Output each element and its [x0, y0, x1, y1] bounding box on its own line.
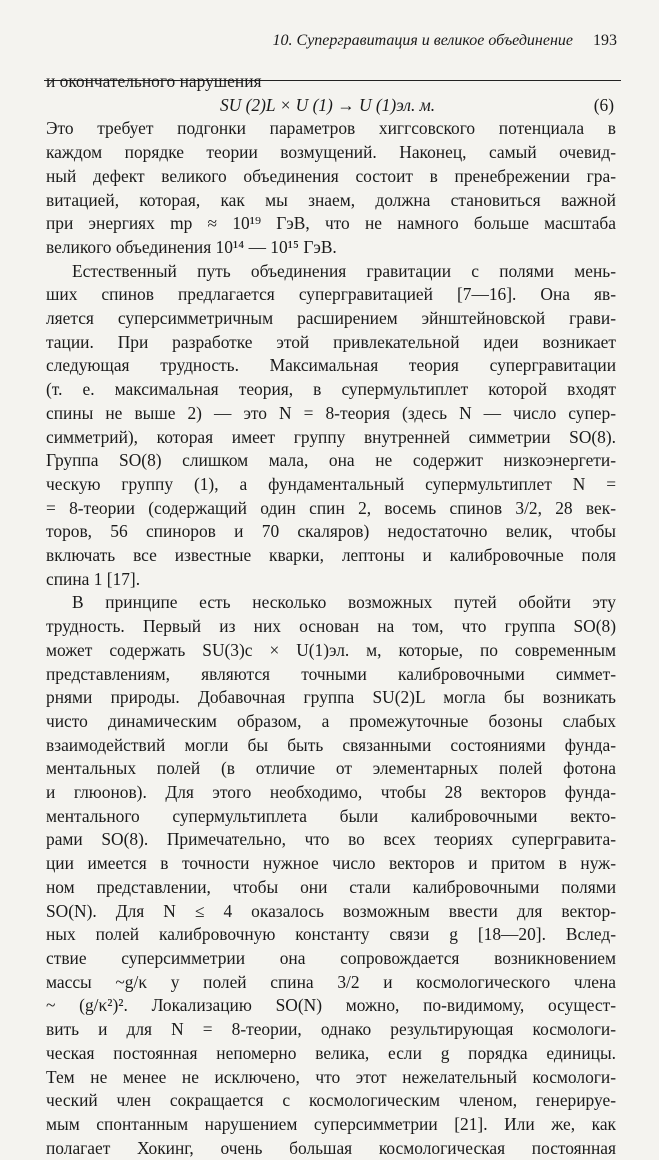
paragraph-intro — [46, 70, 616, 94]
text-line: Группа SO(8) слишком мала, она не содержит низкоэнергети- — [46, 450, 616, 471]
paragraph-3 — [46, 591, 616, 1160]
text-line: ческий член сокращается с космологическим членом, генерируе- — [46, 1090, 616, 1111]
text-line: ляется суперсимметричным расширением эйнштейновской грави- — [46, 308, 616, 329]
text-line: может содержать SU(3)c × U(1)эл. м, которые, по современным — [46, 639, 616, 660]
running-header — [0, 28, 659, 56]
equation-6 — [46, 94, 616, 118]
chapter-title: 10. Супергравитация и великое объединение — [272, 32, 573, 49]
text-line: рами SO(8). Примечательно, что во всех теориях супергравита- — [46, 829, 616, 850]
text-line: следующая трудность. Максимальная теория супергравитации — [46, 355, 616, 376]
text-line: массы ~g/κ у полей спина 3/2 и космологического члена — [46, 971, 616, 992]
text-line: ном представлении, чтобы они стали калибровочными полями — [46, 876, 616, 897]
body-text — [46, 70, 616, 1160]
text-line: витацией, которая, как мы знаем, должна становиться важной — [46, 189, 616, 210]
text-line: (т. е. максимальная теория, в супермультиплет которой входят — [46, 379, 616, 400]
text-line: представлениям, являются точными калибровочными симмет- — [46, 663, 616, 684]
text-line: тации. При разработке этой привлекательной идеи возникает — [46, 331, 616, 352]
text-line: ции имеется в точности нужное число векторов и притом в нуж- — [46, 853, 616, 874]
text-line: SO(N). Для N ≤ 4 оказалось возможным ввести для вектор- — [46, 900, 616, 921]
text-line: = 8-теории (содержащий один спин 2, восемь спинов 3/2, 28 век- — [46, 497, 616, 518]
paragraph-1 — [46, 117, 616, 259]
text-line: ментального супермультиплета были калибровочными векто- — [46, 805, 616, 826]
text-line: при энергиях mp ≈ 10¹⁹ ГэВ, что не намного больше масштаба — [46, 213, 616, 234]
text-line: ментальных полей (в отличие от элементарных полей фотона — [46, 758, 616, 779]
text-line: вить и для N = 8-теории, однако результирующая космологи- — [46, 1019, 616, 1040]
text-line: мым спонтанным нарушением суперсимметрии [21]. Или же, как — [46, 1113, 616, 1134]
equation-number: (6) — [593, 94, 614, 115]
text-line: Тем не менее не исключено, что этот нежелательный космологи- — [46, 1066, 616, 1087]
text-line: каждом порядке теории возмущений. Наконец, самый очевид- — [46, 142, 616, 163]
text-line: ческую группу (1), а фундаментальный супермультиплет N = — [46, 473, 616, 494]
text-line: и глюонов). Для этого необходимо, чтобы 28 векторов фунда- — [46, 782, 616, 803]
paragraph-2 — [46, 260, 616, 592]
text-line: симметрий), которая имеет группу внутренней симметрии SO(8). — [46, 426, 616, 447]
text-line: трудность. Первый из них основан на том, что группа SO(8) — [46, 616, 616, 637]
text-line: взаимодействий могли бы быть связанными состояниями фунда- — [46, 734, 616, 755]
text-line: чисто динамическим образом, а промежуточные бозоны слабых — [46, 710, 616, 731]
page-number: 193 — [593, 32, 617, 49]
text-line: рнями природы. Добавочная группа SU(2)L могла бы возникать — [46, 687, 616, 708]
text-line: спины не выше 2) — это N = 8-теория (здесь N — число супер- — [46, 402, 616, 423]
text-line: спина 1 [17]. — [46, 568, 141, 589]
text-line: включать все известные кварки, лептоны и калибровочные поля — [46, 545, 616, 566]
text-line: великого объединения 10¹⁴ — 10¹⁵ ГэВ. — [46, 236, 337, 257]
text-line: Это требует подгонки параметров хиггсовского потенциала в — [46, 118, 616, 139]
text-line: ный дефект великого объединения состоит в пренебрежении гра- — [46, 165, 616, 186]
text-line: ных полей калибровочную константу связи g [18—20]. Вслед- — [46, 924, 616, 945]
text-line: ших спинов предлагается супергравитацией [7—16]. Она яв- — [46, 284, 616, 305]
text-line: торов, 56 спиноров и 70 скаляров) недостаточно велик, чтобы — [46, 521, 616, 542]
text-line: и окончательного нарушения — [46, 71, 262, 91]
text-line: В принципе есть несколько возможных путей обойти эту — [72, 592, 616, 613]
text-line: ческая постоянная непомерно велика, если g порядка единицы. — [46, 1042, 616, 1063]
equation-formula: SU (2)L × U (1) → U (1)эл. м. — [220, 94, 436, 115]
text-line: ствие суперсимметрии она сопровождается возникновением — [46, 948, 616, 968]
text-line: ~ (g/κ²)². Локализацию SO(N) можно, по-видимому, осущест- — [46, 995, 616, 1016]
text-line: Естественный путь объединения гравитации с полями мень- — [72, 260, 616, 281]
text-line: полагает Хокинг, очень большая космологическая постоянная — [46, 1137, 616, 1158]
